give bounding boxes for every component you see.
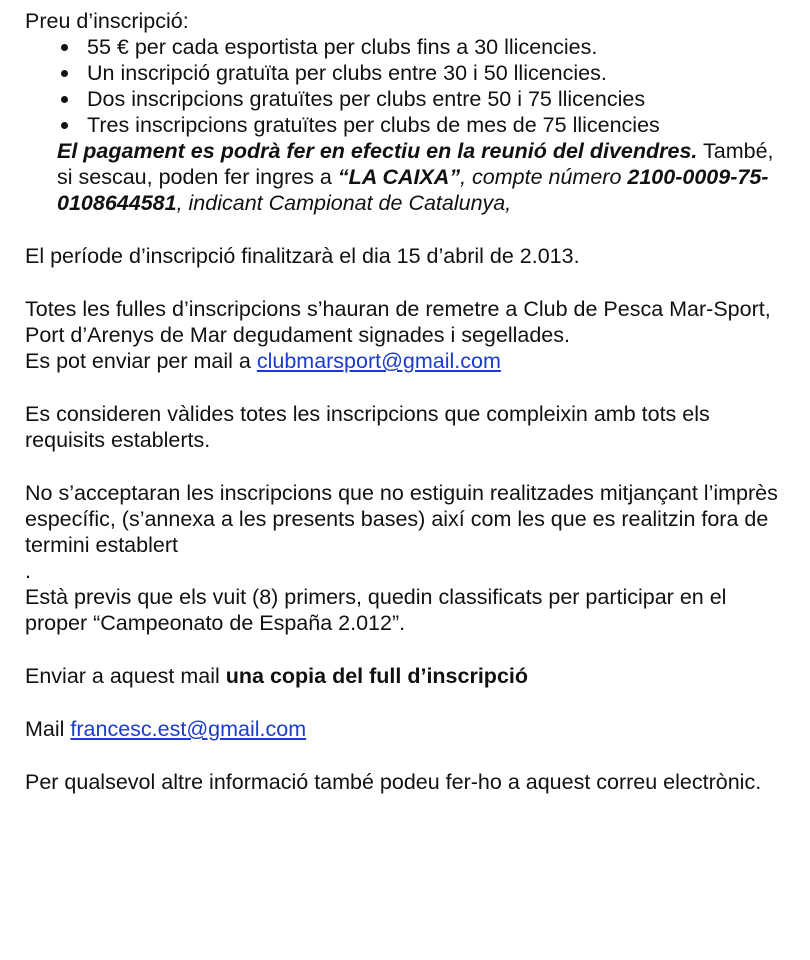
send-copy-text: Enviar a aquest mail una copia del full d’inscripció bbox=[25, 664, 529, 688]
valid-registrations-text: Es consideren vàlides totes les inscripcions que compleixin amb tots els requisits establerts. bbox=[25, 402, 710, 452]
account-label: , compte número bbox=[460, 165, 628, 189]
stray-dot: . bbox=[25, 559, 31, 583]
bullet-icon bbox=[61, 122, 68, 129]
bullet-icon bbox=[61, 44, 68, 51]
price-item: 55 € per cada esportista per clubs fins a 30 llicencies. bbox=[25, 34, 790, 60]
payment-transfer-text: També, si sescau, poden fer ingres a bbox=[57, 139, 774, 189]
submission-paragraph: Totes les fulles d’inscripcions s’hauran de remetre a Club de Pesca Mar-Sport, Port d’Arenys de Mar degudament signades i segellades. Es pot enviar per mail a clubmarsport@gmail.com bbox=[25, 297, 771, 373]
further-info-text: Per qualsevol altre informació també podeu fer-ho a aquest correu electrònic. bbox=[25, 770, 762, 794]
price-item: Un inscripció gratuïta per clubs entre 30 i 50 llicencies. bbox=[25, 60, 790, 86]
payment-paragraph bbox=[25, 138, 790, 216]
account-number: 2100-0009-75-0108644581 bbox=[57, 165, 769, 215]
account-reference: , indicant Campionat de Catalunya, bbox=[176, 191, 512, 215]
contact-mail-line: Mail francesc.est@gmail.com bbox=[25, 717, 307, 741]
registration-deadline: El període d’inscripció finalitzarà el dia 15 d’abril de 2.013. bbox=[25, 244, 580, 268]
bullet-icon bbox=[61, 70, 68, 77]
qualification-text: Està previs que els vuit (8) primers, quedin classificats per participar en el proper “Campeonato de España 2.012”. bbox=[25, 585, 727, 635]
bank-name: “LA CAIXA” bbox=[337, 165, 461, 189]
payment-cash-text: El pagament es podrà fer en efectiu en la reunió del divendres. bbox=[57, 139, 698, 163]
contact-email-link[interactable]: francesc.est@gmail.com bbox=[70, 717, 307, 741]
price-item: Tres inscripcions gratuïtes per clubs de mes de 75 llicencies bbox=[25, 112, 790, 138]
price-list bbox=[25, 34, 790, 138]
preu-heading: Preu d’inscripció: bbox=[25, 9, 189, 33]
bullet-icon bbox=[61, 96, 68, 103]
price-item: Dos inscripcions gratuïtes per clubs entre 50 i 75 llicencies bbox=[25, 86, 790, 112]
rejected-registrations-text: No s’acceptaran les inscripcions que no estiguin realitzades mitjançant l’imprès específic, (s’annexa a les presents bases) així com les que es realitzin fora de termini establert bbox=[25, 481, 778, 557]
club-email-link[interactable]: clubmarsport@gmail.com bbox=[256, 349, 501, 373]
